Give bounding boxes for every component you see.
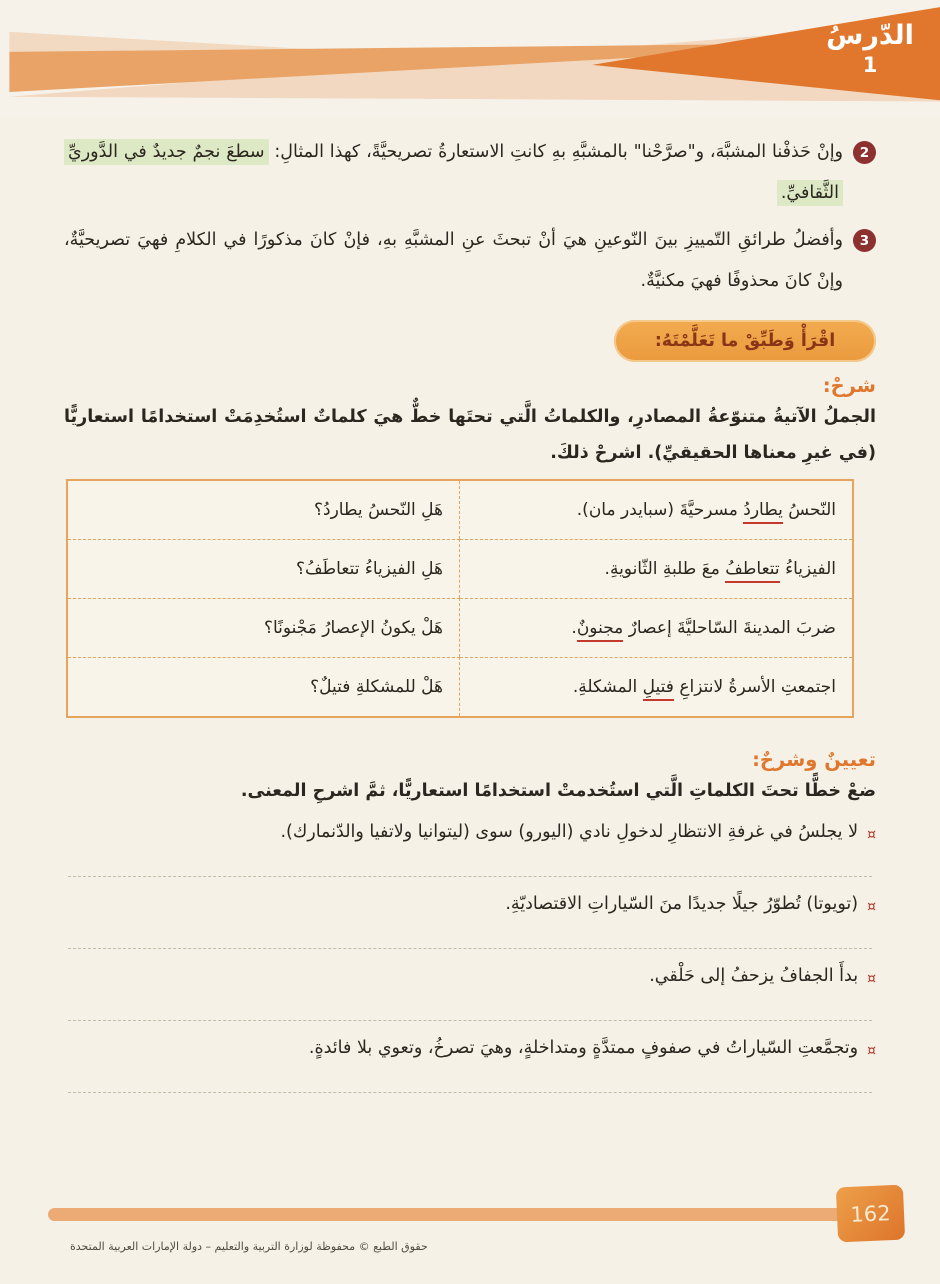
item-marker-icon: ¤ <box>867 827 876 843</box>
sentence-text: اجتمعتِ الأسرةُ لانتزاعِ <box>673 677 836 697</box>
exercise-item-text: لا يجلسُ في غرفةِ الانتظارِ لدخولِ نادي (اليورو) سوى (ليتوانيا ولاتفيا والدّنمارك). <box>280 822 859 842</box>
lesson-number: 1 <box>862 53 878 78</box>
table-row-2-sentence <box>460 539 852 598</box>
exercise-item-2 <box>64 889 876 922</box>
assign-section-heading: تعيينٌ وشرحٌ: <box>752 748 876 771</box>
lesson-title: الدّرسُ <box>826 20 914 51</box>
sentence-text: مسرحيَّةَ (سبايدر مان). <box>576 500 744 520</box>
numbered-point-3 <box>64 220 876 302</box>
table-row-2-question <box>68 539 460 598</box>
page-content <box>0 118 940 1093</box>
item-marker-icon: ¤ <box>867 971 876 987</box>
table-row-1-question <box>68 481 460 539</box>
underlined-word: تتعاطفُ <box>725 559 779 583</box>
exercise-item-4 <box>64 1033 876 1066</box>
assign-instruction: ضعْ خطًّا تحتَ الكلماتِ الَّتي استُخدمتْ استخدامًا استعاريًّا، ثمَّ اشرحِ المعنى. <box>240 781 876 801</box>
sentence-text: الفيزياءُ <box>779 559 836 579</box>
item-marker-icon: ¤ <box>867 1043 876 1059</box>
copyright-text: حقوق الطبع © محفوظة لوزارة التربية والتعليم – دولة الإمارات العربية المتحدة <box>70 1240 428 1253</box>
sentence-text: . <box>571 618 577 638</box>
sentence-text: المشكلةِ. <box>572 677 643 697</box>
exercise-item-text: وتجمَّعتِ السّياراتُ في صفوفٍ ممتدَّةٍ ومتداخلةٍ، وهيَ تصرخُ، وتعوي بلا فائدةٍ. <box>308 1038 859 1058</box>
table-row-4-question <box>68 657 460 716</box>
answer-line <box>68 1020 872 1021</box>
point-number-badge: 2 <box>853 141 876 164</box>
lesson-header-banner <box>0 0 940 118</box>
item-marker-icon: ¤ <box>867 899 876 915</box>
table-row-1-sentence <box>460 481 852 539</box>
exercise-item-text: (تويوتا) تُطوّرُ جيلًا جديدًا منَ السّياراتِ الاقتصاديّةِ. <box>505 894 859 914</box>
numbered-point-2 <box>64 132 876 214</box>
exercise-item-1 <box>64 817 876 850</box>
point-text <box>64 132 843 214</box>
point-number-badge: 3 <box>853 229 876 252</box>
point-3-text: وأفضلُ طرائقِ التّمييزِ بينَ النّوعينِ هيَ أنْ تبحثَ عنِ المشبَّهِ بهِ، فإنْ كانَ مذكورًا في الكلامِ فهيَ تصريحيَّةٌ، وإنْ كانَ محذوفًا فهيَ مكنيَّةٌ. <box>64 230 843 291</box>
sentence-text: النّحسُ <box>782 500 836 520</box>
underlined-word: يطاردُ <box>743 500 783 524</box>
answer-line <box>68 948 872 949</box>
metaphor-sentences-table <box>66 479 854 718</box>
explain-section-heading: شرحْ: <box>822 374 876 397</box>
sentence-text: ضربَ المدينةَ السّاحليَّةَ إعصارٌ <box>623 618 836 638</box>
point-2-text: وإنْ حَذفْنا المشبَّهَ، و"صرَّحْنا" بالمشبَّهِ بهِ كانتِ الاستعارةُ تصريحيَّةً، كهذا المثالِ: <box>268 142 844 162</box>
read-and-apply-banner: اقْرَأْ وَطَبِّقْ ما تَعَلَّمْتَهُ: <box>614 320 876 362</box>
question-text: هَلْ للمشكلةِ فتيلٌ؟ <box>310 677 443 697</box>
point-2-highlighted-example: سطعَ نجمٌ جديدٌ في الدَّوريِّ الثَّقافيِّ. <box>64 139 843 206</box>
lesson-label <box>812 20 928 77</box>
page-number-badge: 162 <box>836 1185 905 1243</box>
exercise-item-3 <box>64 961 876 994</box>
question-text: هَلِ الفيزياءُ تتعاطَفُ؟ <box>296 559 443 579</box>
table-row-3-question <box>68 598 460 657</box>
table-row-4-sentence <box>460 657 852 716</box>
answer-line <box>68 1092 872 1093</box>
footer-divider-bar <box>48 1208 843 1221</box>
explain-instruction: الجملُ الآتيةُ متنوّعةُ المصادرِ، والكلماتُ الَّتي تحتَها خطٌّ هيَ كلماتٌ استُخدِمَتْ استخدامًا استعاريًّا (في غيرِ معناها الحقيقيِّ). اشرحْ ذلكَ. <box>64 407 876 463</box>
answer-line <box>68 876 872 877</box>
table-row-3-sentence <box>460 598 852 657</box>
underlined-word: مجنونٌ <box>577 618 623 642</box>
underlined-word: فتيلِ <box>643 677 674 701</box>
sentence-text: معَ طلبةِ الثّانويةِ. <box>604 559 726 579</box>
question-text: هَلْ يكونُ الإعصارُ مَجْنونًا؟ <box>263 618 443 638</box>
question-text: هَلِ النّحسُ يطاردُ؟ <box>314 500 443 520</box>
exercise-item-text: بدأَ الجفافُ يزحفُ إلى حَلْقي. <box>649 966 859 986</box>
